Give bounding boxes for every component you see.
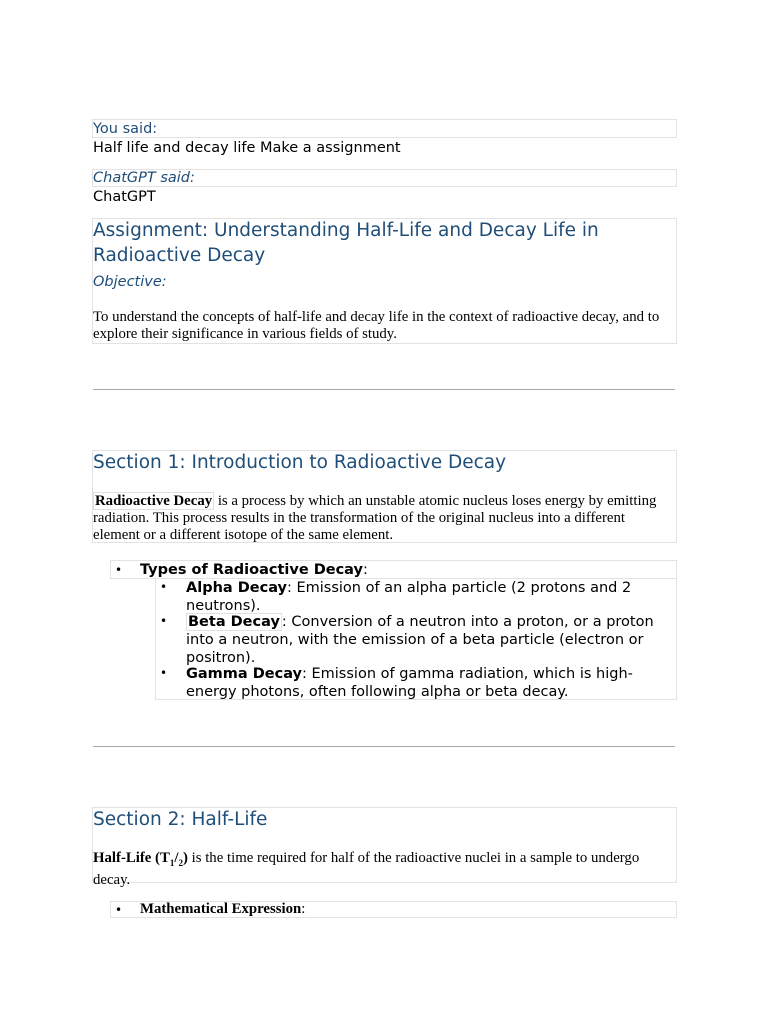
section1-paragraph — [93, 493, 675, 544]
type-name: Alpha Decay — [186, 580, 287, 596]
colon: : — [301, 901, 306, 917]
user-label-box — [92, 119, 677, 138]
section2-heading: Section 2: Half-Life — [93, 809, 268, 830]
section2-box — [92, 807, 677, 888]
term-slash: / — [174, 850, 179, 866]
bullet-icon: • — [160, 580, 168, 594]
type-desc: : Conversion of a neutron into a proton, or a proton into a neutron, with the emission of a beta particle (electron or positron). — [186, 614, 654, 666]
divider — [93, 389, 675, 390]
objective-heading: Objective: — [93, 274, 167, 290]
assistant-name: ChatGPT — [93, 189, 156, 205]
type-name: Beta Decay — [188, 614, 280, 630]
section2-paragraph — [93, 850, 675, 889]
math-list-box — [110, 901, 677, 918]
term-radioactive-decay: Radioactive Decay — [95, 493, 213, 509]
list-item-text — [186, 665, 671, 701]
term-prefix: Half-Life (T — [93, 850, 170, 866]
bullet-icon: • — [160, 666, 168, 680]
types-label-line — [140, 561, 368, 579]
section2-text: is the time required for half of the radioactive nuclei in a sample to undergo decay. — [93, 850, 640, 888]
term-suffix: ) — [182, 850, 188, 866]
user-label: You said: — [93, 121, 158, 137]
math-label-line — [140, 901, 305, 918]
section1-box — [92, 450, 677, 543]
types-label: Types of Radioactive Decay — [140, 562, 363, 578]
term-half-life — [93, 850, 188, 866]
bullet-icon: • — [115, 903, 123, 917]
bullet-icon: • — [160, 614, 168, 628]
objective-text: To understand the concepts of half-life and decay life in the context of radioactive decay, and to explore their significance in various fields of study. — [93, 309, 660, 342]
section1-text: is a process by which an unstable atomic nucleus loses energy by emitting radiation. This process results in the transformation of the original nucleus into a different element or a different isotope of the same element. — [93, 493, 657, 543]
assistant-label-box — [92, 169, 677, 187]
types-sublist-box — [155, 578, 677, 700]
list-item-beta — [156, 613, 671, 667]
list-item-alpha — [156, 579, 671, 615]
type-desc: : Emission of gamma radiation, which is high-energy photons, often following alpha or beta decay. — [186, 666, 633, 700]
assistant-label: ChatGPT said: — [93, 170, 195, 186]
divider — [93, 746, 675, 747]
math-label: Mathematical Expression — [140, 901, 302, 917]
list-item-text — [186, 579, 671, 615]
assignment-box — [92, 218, 677, 344]
user-message: Half life and decay life Make a assignment — [93, 140, 401, 156]
type-name: Gamma Decay — [186, 666, 302, 682]
colon: : — [362, 562, 368, 578]
bullet-icon: • — [115, 563, 123, 577]
section1-heading: Section 1: Introduction to Radioactive Decay — [93, 452, 507, 473]
list-item-gamma — [156, 665, 671, 701]
term-sub2: 2 — [178, 857, 183, 868]
list-item-text — [186, 613, 656, 667]
types-list-box — [110, 560, 677, 579]
assignment-title: Assignment: Understanding Half-Life and Decay Life in Radioactive Decay — [93, 220, 599, 266]
type-desc: : Emission of an alpha particle (2 protons and 2 neutrons). — [186, 580, 632, 614]
term-sub1: 1 — [169, 857, 175, 868]
